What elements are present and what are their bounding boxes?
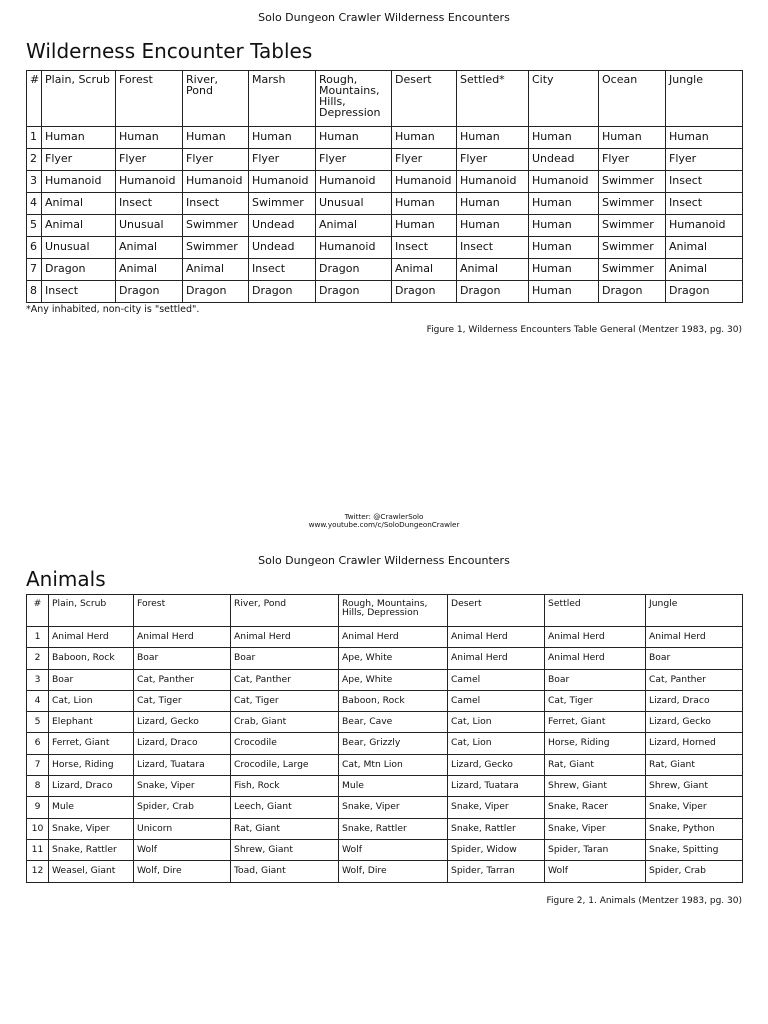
wilderness-encounter-table [26, 70, 743, 303]
table-cell: Humanoid [529, 171, 599, 193]
table-cell: Humanoid [666, 215, 743, 237]
table-cell: Ape, White [339, 669, 448, 690]
table-cell: Humanoid [457, 171, 529, 193]
table-row [27, 690, 743, 711]
table-cell: Human [529, 193, 599, 215]
table-cell: Lizard, Tuatara [448, 776, 545, 797]
table-cell: Rat, Giant [646, 754, 743, 775]
table-cell: Animal [116, 259, 183, 281]
table-cell: Lizard, Gecko [134, 712, 231, 733]
table-cell: Insect [183, 193, 249, 215]
roll-number: 12 [27, 861, 49, 882]
table-cell: Ape, White [339, 648, 448, 669]
table-cell: Baboon, Rock [49, 648, 134, 669]
table-cell: Unusual [116, 215, 183, 237]
table-cell: Elephant [49, 712, 134, 733]
table-row [27, 669, 743, 690]
roll-number: 8 [27, 776, 49, 797]
table-row [27, 797, 743, 818]
table-cell: Baboon, Rock [339, 690, 448, 711]
table-cell: Dragon [183, 281, 249, 303]
table-cell: Rat, Giant [545, 754, 646, 775]
table-row [27, 281, 743, 303]
table-cell: Insect [116, 193, 183, 215]
table-cell: Human [529, 127, 599, 149]
table-cell: Animal Herd [339, 627, 448, 648]
table-row [27, 149, 743, 171]
table-cell: Flyer [42, 149, 116, 171]
table-cell: Animal Herd [646, 627, 743, 648]
youtube-link: www.youtube.com/c/SoloDungeonCrawler [308, 520, 460, 529]
table-cell: Human [392, 193, 457, 215]
table-cell: Animal [116, 237, 183, 259]
table-cell: Swimmer [183, 237, 249, 259]
table-cell: Weasel, Giant [49, 861, 134, 882]
table-cell: Animal Herd [545, 627, 646, 648]
column-header: Plain, Scrub [42, 71, 116, 127]
table-cell: Dragon [316, 281, 392, 303]
table-row [27, 839, 743, 860]
table-row [27, 259, 743, 281]
table-cell: Human [42, 127, 116, 149]
roll-number: 1 [27, 127, 42, 149]
table-cell: Boar [49, 669, 134, 690]
table-cell: Mule [339, 776, 448, 797]
table-cell: Swimmer [599, 237, 666, 259]
table-cell: Animal Herd [448, 627, 545, 648]
table-cell: Bear, Grizzly [339, 733, 448, 754]
table-cell: Dragon [457, 281, 529, 303]
table-cell: Humanoid [392, 171, 457, 193]
table-row [27, 127, 743, 149]
table-cell: Flyer [183, 149, 249, 171]
table-cell: Humanoid [316, 171, 392, 193]
table-cell: Human [316, 127, 392, 149]
roll-number: 9 [27, 797, 49, 818]
table-cell: Human [457, 127, 529, 149]
table-cell: Human [529, 215, 599, 237]
table-cell: Fish, Rock [231, 776, 339, 797]
table-cell: Human [249, 127, 316, 149]
table-cell: Snake, Rattler [448, 818, 545, 839]
table-cell: Lizard, Draco [646, 690, 743, 711]
table-cell: Insect [392, 237, 457, 259]
table-cell: Human [529, 259, 599, 281]
roll-number: 11 [27, 839, 49, 860]
table-cell: Human [599, 127, 666, 149]
table-cell: Animal [42, 215, 116, 237]
table-row [27, 648, 743, 669]
table-cell: Animal [392, 259, 457, 281]
roll-number: 6 [27, 237, 42, 259]
roll-number: 7 [27, 754, 49, 775]
table-cell: Spider, Crab [646, 861, 743, 882]
column-header: River, Pond [231, 595, 339, 627]
table-cell: Swimmer [249, 193, 316, 215]
table-cell: Cat, Panther [134, 669, 231, 690]
table-cell: Snake, Rattler [339, 818, 448, 839]
table-cell: Animal [666, 237, 743, 259]
roll-number: 5 [27, 712, 49, 733]
column-header: Forest [134, 595, 231, 627]
table-cell: Spider, Taran [545, 839, 646, 860]
table-cell: Animal Herd [49, 627, 134, 648]
table-cell: Boar [134, 648, 231, 669]
table-cell: Unusual [316, 193, 392, 215]
table-cell: Camel [448, 669, 545, 690]
table-cell: Humanoid [183, 171, 249, 193]
table-cell: Snake, Viper [545, 818, 646, 839]
table-cell: Wolf [339, 839, 448, 860]
roll-number: 6 [27, 733, 49, 754]
table-cell: Insect [666, 193, 743, 215]
column-header: Settled* [457, 71, 529, 127]
table-cell: Crocodile, Large [231, 754, 339, 775]
table-cell: Toad, Giant [231, 861, 339, 882]
figure-caption: Figure 1, Wilderness Encounters Table General (Mentzer 1983, pg. 30) [426, 325, 742, 335]
table-cell: Cat, Panther [231, 669, 339, 690]
table-cell: Boar [646, 648, 743, 669]
table-cell: Snake, Rattler [49, 839, 134, 860]
table-cell: Unusual [42, 237, 116, 259]
table-cell: Animal Herd [545, 648, 646, 669]
settled-footnote: *Any inhabited, non-city is "settled". [26, 304, 200, 315]
table-cell: Swimmer [599, 259, 666, 281]
table-cell: Shrew, Giant [545, 776, 646, 797]
table-cell: Human [529, 237, 599, 259]
table-cell: Undead [529, 149, 599, 171]
table-cell: Cat, Tiger [545, 690, 646, 711]
table-cell: Ferret, Giant [49, 733, 134, 754]
table-cell: Snake, Spitting [646, 839, 743, 860]
table-cell: Rat, Giant [231, 818, 339, 839]
table-cell: Wolf [545, 861, 646, 882]
table-cell: Flyer [599, 149, 666, 171]
twitter-handle: Twitter: @CrawlerSolo [344, 512, 424, 521]
table-row [27, 818, 743, 839]
table-row [27, 861, 743, 882]
table-cell: Spider, Crab [134, 797, 231, 818]
table-cell: Insect [249, 259, 316, 281]
table-cell: Undead [249, 237, 316, 259]
page-header: Solo Dungeon Crawler Wilderness Encounters [258, 11, 510, 24]
table-cell: Cat, Lion [49, 690, 134, 711]
table-cell: Snake, Python [646, 818, 743, 839]
column-header: River, Pond [183, 71, 249, 127]
table-cell: Swimmer [183, 215, 249, 237]
figure-caption: Figure 2, 1. Animals (Mentzer 1983, pg. 30) [546, 896, 742, 906]
table-cell: Human [529, 281, 599, 303]
table-cell: Dragon [116, 281, 183, 303]
table-row [27, 193, 743, 215]
table-cell: Flyer [116, 149, 183, 171]
column-header: Forest [116, 71, 183, 127]
table-row [27, 733, 743, 754]
table-cell: Wolf, Dire [339, 861, 448, 882]
table-cell: Human [183, 127, 249, 149]
table-cell: Dragon [316, 259, 392, 281]
column-header: Desert [448, 595, 545, 627]
table-cell: Human [666, 127, 743, 149]
table-cell: Animal Herd [448, 648, 545, 669]
table-cell: Dragon [666, 281, 743, 303]
table-cell: Human [457, 193, 529, 215]
column-header: Jungle [666, 71, 743, 127]
table-cell: Snake, Viper [646, 797, 743, 818]
roll-number: 4 [27, 193, 42, 215]
table-cell: Flyer [666, 149, 743, 171]
roll-number: 3 [27, 171, 42, 193]
table-cell: Spider, Widow [448, 839, 545, 860]
table-cell: Human [392, 127, 457, 149]
table-cell: Swimmer [599, 193, 666, 215]
column-header: Plain, Scrub [49, 595, 134, 627]
page-title: Animals [26, 567, 106, 591]
table-cell: Dragon [392, 281, 457, 303]
column-header: Jungle [646, 595, 743, 627]
table-cell: Spider, Tarran [448, 861, 545, 882]
table-cell: Cat, Lion [448, 733, 545, 754]
table-cell: Insect [42, 281, 116, 303]
table-cell: Boar [545, 669, 646, 690]
column-header: # [27, 595, 49, 627]
table-header-row [27, 71, 743, 127]
roll-number: 3 [27, 669, 49, 690]
table-cell: Snake, Viper [134, 776, 231, 797]
table-cell: Lizard, Tuatara [134, 754, 231, 775]
column-header: # [27, 71, 42, 127]
table-row [27, 754, 743, 775]
table-cell: Animal [183, 259, 249, 281]
table-cell: Cat, Mtn Lion [339, 754, 448, 775]
table-cell: Unicorn [134, 818, 231, 839]
table-cell: Boar [231, 648, 339, 669]
table-header-row [27, 595, 743, 627]
table-row [27, 215, 743, 237]
column-header: Settled [545, 595, 646, 627]
column-header: Ocean [599, 71, 666, 127]
table-cell: Snake, Viper [448, 797, 545, 818]
table-cell: Lizard, Gecko [448, 754, 545, 775]
table-row [27, 627, 743, 648]
table-cell: Crocodile [231, 733, 339, 754]
table-cell: Lizard, Draco [49, 776, 134, 797]
page-header: Solo Dungeon Crawler Wilderness Encounters [258, 554, 510, 567]
table-cell: Flyer [392, 149, 457, 171]
table-cell: Cat, Lion [448, 712, 545, 733]
table-cell: Bear, Cave [339, 712, 448, 733]
table-cell: Flyer [316, 149, 392, 171]
table-cell: Animal [42, 193, 116, 215]
table-cell: Flyer [249, 149, 316, 171]
table-cell: Crab, Giant [231, 712, 339, 733]
table-cell: Dragon [249, 281, 316, 303]
table-cell: Leech, Giant [231, 797, 339, 818]
table-row [27, 171, 743, 193]
animals-table [26, 594, 743, 883]
table-cell: Swimmer [599, 171, 666, 193]
table-cell: Lizard, Draco [134, 733, 231, 754]
table-row [27, 712, 743, 733]
roll-number: 2 [27, 149, 42, 171]
table-cell: Snake, Viper [339, 797, 448, 818]
table-cell: Animal [666, 259, 743, 281]
table-cell: Wolf [134, 839, 231, 860]
table-cell: Humanoid [316, 237, 392, 259]
table-cell: Animal Herd [134, 627, 231, 648]
table-cell: Humanoid [249, 171, 316, 193]
column-header: City [529, 71, 599, 127]
table-cell: Human [457, 215, 529, 237]
table-cell: Swimmer [599, 215, 666, 237]
table-cell: Ferret, Giant [545, 712, 646, 733]
column-header: Rough, Mountains, Hills, Depression [316, 71, 392, 127]
table-cell: Dragon [42, 259, 116, 281]
table-cell: Dragon [599, 281, 666, 303]
table-cell: Snake, Racer [545, 797, 646, 818]
table-cell: Animal [457, 259, 529, 281]
page-title: Wilderness Encounter Tables [26, 39, 313, 63]
table-cell: Human [116, 127, 183, 149]
roll-number: 1 [27, 627, 49, 648]
table-cell: Shrew, Giant [646, 776, 743, 797]
table-cell: Lizard, Gecko [646, 712, 743, 733]
table-cell: Cat, Tiger [134, 690, 231, 711]
table-cell: Animal Herd [231, 627, 339, 648]
roll-number: 7 [27, 259, 42, 281]
table-cell: Mule [49, 797, 134, 818]
table-cell: Cat, Panther [646, 669, 743, 690]
roll-number: 10 [27, 818, 49, 839]
table-cell: Lizard, Horned [646, 733, 743, 754]
table-cell: Flyer [457, 149, 529, 171]
table-cell: Humanoid [116, 171, 183, 193]
table-row [27, 237, 743, 259]
roll-number: 5 [27, 215, 42, 237]
table-cell: Insect [666, 171, 743, 193]
table-cell: Insect [457, 237, 529, 259]
roll-number: 4 [27, 690, 49, 711]
table-cell: Shrew, Giant [231, 839, 339, 860]
column-header: Desert [392, 71, 457, 127]
table-cell: Animal [316, 215, 392, 237]
table-cell: Humanoid [42, 171, 116, 193]
table-cell: Horse, Riding [49, 754, 134, 775]
roll-number: 8 [27, 281, 42, 303]
roll-number: 2 [27, 648, 49, 669]
table-cell: Wolf, Dire [134, 861, 231, 882]
table-cell: Snake, Viper [49, 818, 134, 839]
column-header: Rough, Mountains, Hills, Depression [339, 595, 448, 627]
table-cell: Cat, Tiger [231, 690, 339, 711]
table-cell: Human [392, 215, 457, 237]
table-cell: Horse, Riding [545, 733, 646, 754]
table-cell: Undead [249, 215, 316, 237]
table-cell: Camel [448, 690, 545, 711]
column-header: Marsh [249, 71, 316, 127]
table-row [27, 776, 743, 797]
